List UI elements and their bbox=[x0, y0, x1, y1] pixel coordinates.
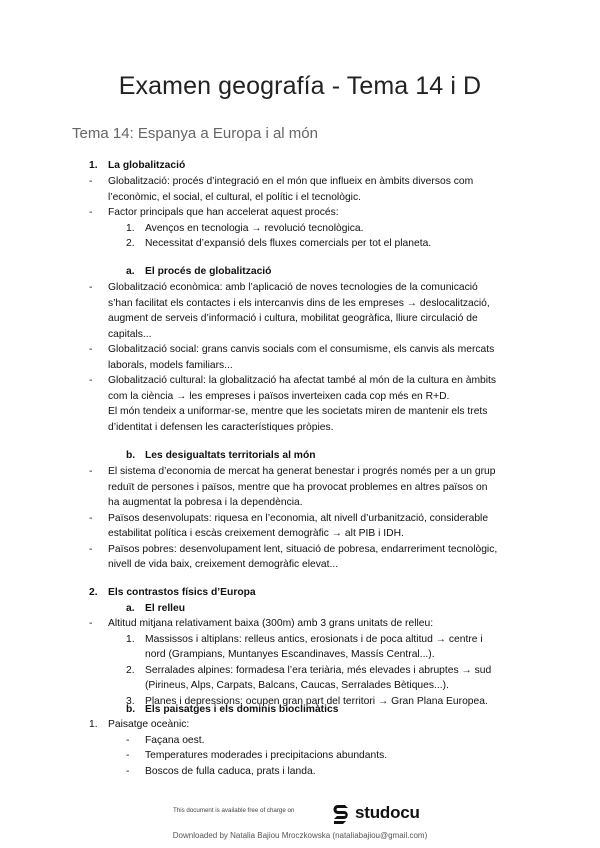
list-text: capitals... bbox=[108, 329, 152, 340]
list-text: Serralades alpines: formadesa l’era teriària, més elevades i abruptes → sud bbox=[145, 665, 492, 676]
number-marker: 2. bbox=[126, 665, 135, 676]
bullet-marker: - bbox=[126, 766, 130, 777]
bullet-marker: - bbox=[89, 282, 93, 293]
number-marker: 1. bbox=[89, 719, 98, 730]
list-text: Massissos i altiplans: relleus antics, erosionats i de poca altitud → centre i bbox=[145, 634, 483, 645]
list-text: laborals, models familiars... bbox=[108, 360, 233, 371]
section-marker: 1. bbox=[89, 160, 98, 171]
list-text: com la ciència → les empreses i països inverteixen cada cop més en R+D. bbox=[108, 391, 450, 402]
list-text: (Pirineus, Alps, Carpats, Balcans, Caucas, Serralades Bètiques...). bbox=[145, 680, 449, 691]
bullet-marker: - bbox=[89, 544, 93, 555]
studocu-brand-link[interactable] bbox=[331, 802, 420, 824]
studocu-wordmark: studocu bbox=[355, 803, 420, 822]
list-text: Globalització: procés d’integració en el món que influeix en àmbits diversos com bbox=[108, 176, 474, 187]
bullet-marker: - bbox=[89, 207, 93, 218]
subsection-marker: a. bbox=[126, 266, 135, 277]
subsection-title: El relleu bbox=[145, 603, 186, 614]
bullet-marker: - bbox=[126, 735, 130, 746]
list-text: Boscos de fulla caduca, prats i landa. bbox=[145, 766, 316, 777]
section-title: La globalització bbox=[108, 160, 186, 171]
bullet-marker: - bbox=[89, 344, 93, 355]
list-text: Paisatge oceànic: bbox=[108, 719, 190, 730]
bullet-marker: - bbox=[89, 466, 93, 477]
list-text: estabilitat política i escàs creixement demogràfic → alt PIB i IDH. bbox=[108, 528, 404, 539]
list-text: Avenços en tecnologia → revolució tecnològica. bbox=[145, 223, 364, 234]
list-text: l’econòmic, el social, el cultural, el polític i el tecnològic. bbox=[108, 192, 361, 203]
document-title: Examen geografía - Tema 14 i D bbox=[118, 72, 482, 100]
list-text: Països pobres: desenvolupament lent, situació de pobresa, endarreriment tecnològic, bbox=[108, 544, 498, 555]
list-text: Globalització econòmica: amb l’aplicació de noves tecnologies de la comunicació bbox=[108, 282, 478, 293]
subsection-marker: b. bbox=[126, 704, 136, 715]
subsection-title: Les desigualtats territorials al món bbox=[145, 450, 316, 461]
subsection-marker: b. bbox=[126, 450, 136, 461]
availability-note: This document is available free of charge on bbox=[173, 807, 295, 814]
studocu-logo-icon bbox=[331, 802, 351, 824]
document-subtitle: Tema 14: Espanya a Europa i al món bbox=[72, 125, 318, 142]
list-text: Temperatures moderades i precipitacions abundants. bbox=[145, 750, 388, 761]
subsection-marker: a. bbox=[126, 603, 135, 614]
number-marker: 3. bbox=[126, 696, 135, 707]
bullet-marker: - bbox=[89, 513, 93, 524]
list-text: Països desenvolupats: riquesa en l’economia, alt nivell d’urbanització, considerable bbox=[108, 513, 489, 524]
list-text: d’identitat i defensen les característiques pròpies. bbox=[108, 422, 334, 433]
bullet-marker: - bbox=[126, 750, 130, 761]
subsection-title: El procés de globalització bbox=[145, 266, 272, 277]
list-text: Façana oest. bbox=[145, 735, 205, 746]
download-attribution: Downloaded by Natalia Bajiou Mroczkowska (nataliabajiou@gmail.com) bbox=[172, 831, 428, 840]
list-text: Altitud mitjana relativament baixa (300m) amb 3 grans unitats de relleu: bbox=[108, 618, 434, 629]
bullet-marker: - bbox=[89, 375, 93, 386]
number-marker: 1. bbox=[126, 223, 135, 234]
list-text: El món tendeix a uniformar-se, mentre que les societats miren de mantenir els trets bbox=[108, 406, 488, 417]
list-text: Necessitat d’expansió dels fluxes comercials per tot el planeta. bbox=[145, 238, 432, 249]
bullet-marker: - bbox=[89, 618, 93, 629]
section-marker: 2. bbox=[89, 587, 98, 598]
list-text: nivell de vida baix, creixement demogràfic elevat... bbox=[108, 559, 339, 570]
list-text: augment de serveis d’informació i cultura, mobilitat geogràfica, lliure circulació de bbox=[108, 313, 478, 324]
list-text: El sistema d’economia de mercat ha generat benestar i progrés només per a un grup bbox=[108, 466, 496, 477]
list-text: reduït de persones i països, mentre que ha provocat problemes en altres països on bbox=[108, 482, 488, 493]
list-text: Planes i depressions: ocupen gran part del territori → Gran Plana Europea. bbox=[145, 696, 488, 707]
list-text: Factor principals que han accelerat aquest procés: bbox=[108, 207, 339, 218]
subsection-title: Els paisatges i els dominis bioclimàtics bbox=[145, 704, 339, 715]
bullet-marker: - bbox=[89, 176, 93, 187]
list-text: Globalització social: grans canvis socials com el consumisme, els canvis als mercats bbox=[108, 344, 495, 355]
section-title: Els contrastos físics d’Europa bbox=[108, 587, 256, 598]
list-text: Globalització cultural: la globalització ha afectat també al món de la cultura en àmbits bbox=[108, 375, 497, 386]
number-marker: 1. bbox=[126, 634, 135, 645]
number-marker: 2. bbox=[126, 238, 135, 249]
list-text: s’han facilitat els contactes i els intercanvis dins de les empreses → deslocalització, bbox=[108, 298, 490, 309]
list-text: ha augmentat la pobresa i la dependència. bbox=[108, 497, 303, 508]
list-text: nord (Grampians, Muntanyes Escandinaves, Massís Central...). bbox=[145, 649, 435, 660]
